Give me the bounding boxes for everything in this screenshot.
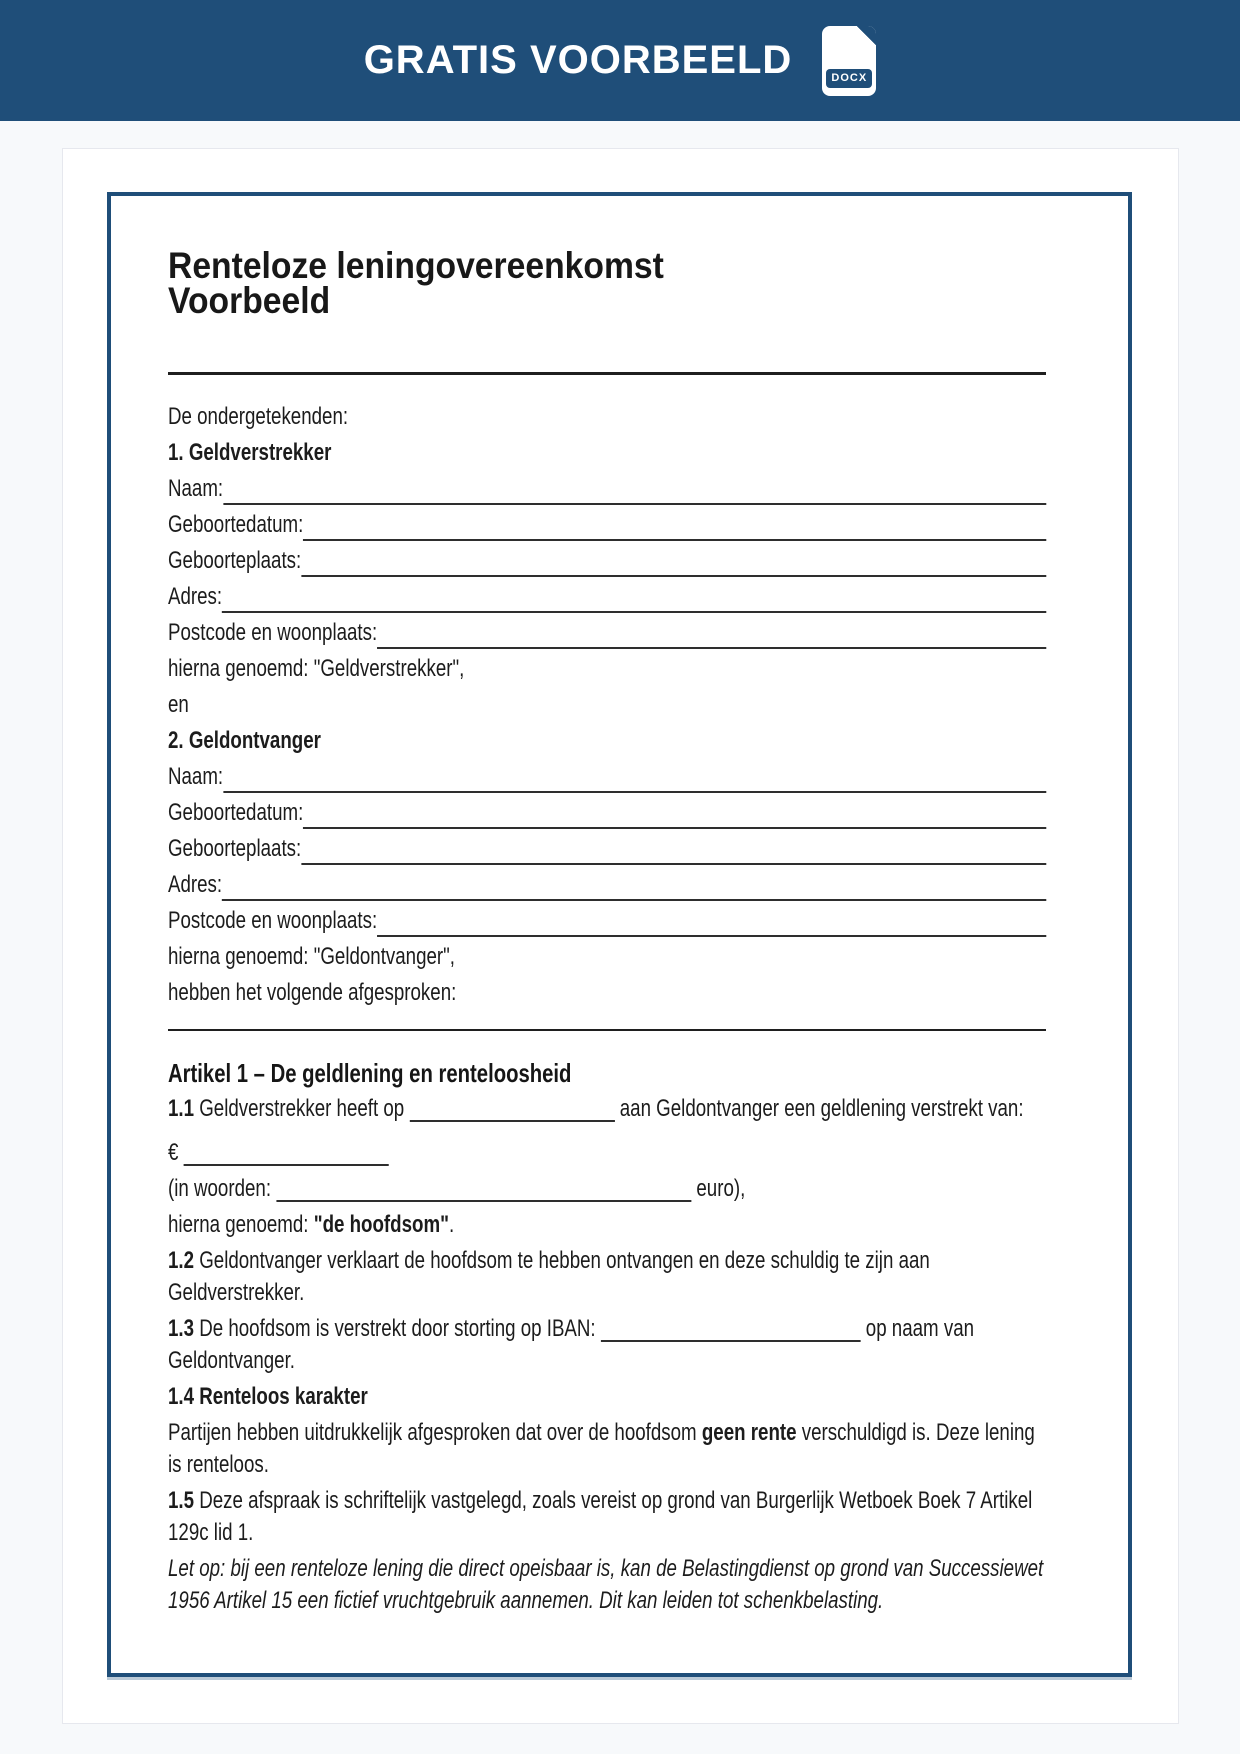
clause-1-3 [168,1313,1046,1377]
party2-field-row-geboorteplaats [168,833,1046,865]
clause-number: 1.5 [168,1487,200,1514]
clause-number: 1.2 [168,1247,200,1274]
clause-1-5 [168,1485,1046,1549]
blank-line [301,833,1046,865]
party2-field-row-adres [168,869,1046,901]
clause-text: aan Geldontvanger een geldlening verstrekt van: [614,1095,1024,1122]
field-label-geboortedatum: Geboortedatum: [168,799,304,826]
clause-text: hierna genoemd: [168,1211,314,1238]
article1-heading: Artikel 1 – De geldlening en renteloosheid [168,1058,572,1088]
blank-line [303,797,1046,829]
document-title-line-2: Voorbeeld [168,280,331,321]
clause-text: Partijen hebben uitdrukkelijk afgesproken dat over de hoofdsom [168,1419,702,1446]
document-preview-card [62,148,1179,1724]
clause-1-2 [168,1245,1046,1309]
blank-line [377,617,1046,649]
amount-line [168,1137,1046,1169]
title-divider [168,372,1046,375]
field-label-adres: Adres: [168,871,223,898]
agreement-intro-line: hebben het volgende afgesproken: [168,979,457,1006]
party2-field-row-postcode [168,905,1046,937]
party1-field-row-geboortedatum [168,509,1046,541]
party1-field-row-postcode [168,617,1046,649]
blank-line [301,545,1046,577]
iban-blank [601,1318,861,1342]
document-title [168,245,805,321]
field-label-postcode: Postcode en woonplaats: [168,619,378,646]
field-label-geboorteplaats: Geboorteplaats: [168,547,302,574]
tax-warning-note: Let op: bij een renteloze lening die direct opeisbaar is, kan de Belastingdienst op grond van Successiewet 1956 Artikel 15 een fictief vruchtgebruik aannemen. Dit kan leiden tot schenkbelasting. [168,1555,1044,1614]
clause-1-1 [168,1093,1046,1125]
clause-text: op naam van Geldontvanger. [168,1315,975,1374]
euro-sign: € [168,1139,184,1166]
intro-line: De ondergetekenden: [168,403,349,430]
field-label-adres: Adres: [168,583,223,610]
party1-field-row-naam [168,473,1046,505]
field-label-geboortedatum: Geboortedatum: [168,511,304,538]
amount-in-words-line [168,1173,1046,1205]
field-label-naam: Naam: [168,763,224,790]
document-content [111,196,1128,1617]
field-label-postcode: Postcode en woonplaats: [168,907,378,934]
document-title-line-1: Renteloze leningovereenkomst [168,245,664,286]
geen-rente-term: geen rente [701,1419,797,1446]
party1-field-row-geboorteplaats [168,545,1046,577]
docx-file-icon [822,26,876,96]
banner-title: GRATIS VOORBEELD [363,38,793,82]
clause-1-4-text [168,1417,1046,1481]
field-label-geboorteplaats: Geboorteplaats: [168,835,302,862]
clause-text: Deze afspraak is schriftelijk vastgelegd, zoals vereist op grond van Burgerlijk Wetboek Boek 7 Artikel 129c lid 1. [168,1487,1033,1546]
amount-blank [184,1142,389,1166]
clause-text: De hoofdsom is verstrekt door storting op IBAN: [199,1315,601,1342]
clause-number: 1.1 [168,1095,200,1122]
blank-line [222,869,1046,901]
document-page [107,192,1132,1677]
blank-line [303,509,1046,541]
clause-text: Geldverstrekker heeft op [199,1095,410,1122]
party1-field-row-adres [168,581,1046,613]
blank-line [223,761,1046,793]
date-blank [409,1098,614,1122]
clause-text: euro), [691,1175,746,1202]
clause-number: 1.3 [168,1315,200,1342]
section-divider [168,1029,1046,1031]
party1-heading: 1. Geldverstrekker [168,439,332,466]
clause-text: Geldontvanger verklaart de hoofdsom te hebben ontvangen en deze schuldig te zijn aan Geldverstrekker. [168,1247,930,1306]
connector-line: en [168,691,189,718]
clause-text: (in woorden: [168,1175,277,1202]
field-label-naam: Naam: [168,475,224,502]
docx-badge: DOCX [826,69,872,88]
clause-text: . [448,1211,455,1238]
hoofdsom-term: "de hoofdsom" [313,1211,449,1238]
amount-words-blank [276,1178,691,1202]
docx-folded-corner-icon [857,26,876,45]
party2-field-row-geboortedatum [168,797,1046,829]
hoofdsom-line [168,1209,1046,1241]
blank-line [222,581,1046,613]
blank-line [377,905,1046,937]
party2-heading: 2. Geldontvanger [168,727,321,754]
party2-alias-line: hierna genoemd: "Geldontvanger", [168,943,456,970]
clause-text: verschuldigd is. Deze lening is renteloos. [168,1419,1035,1478]
party1-alias-line: hierna genoemd: "Geldverstrekker", [168,655,465,682]
free-sample-banner [0,0,1240,121]
blank-line [223,473,1046,505]
clause-1-4-heading: 1.4 Renteloos karakter [168,1383,368,1410]
party2-field-row-naam [168,761,1046,793]
